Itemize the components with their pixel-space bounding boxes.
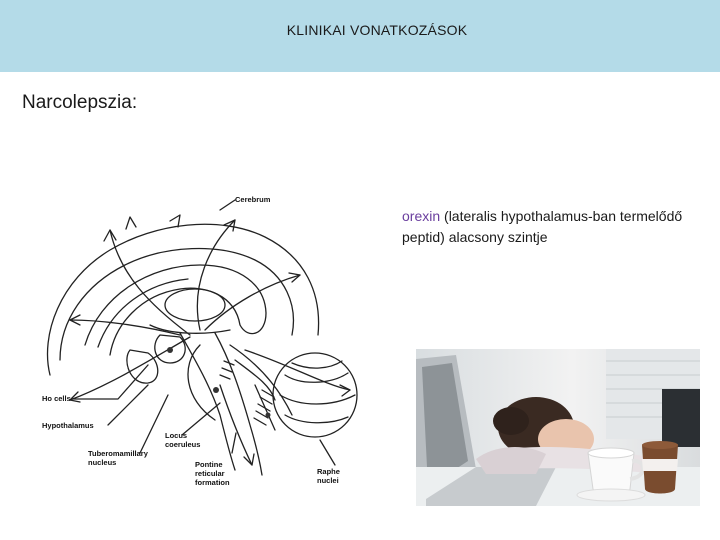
caption-rest: (lateralis hypothalamus-ban termelődő peptid) alacsony szintje — [402, 208, 683, 245]
label-locus-coeruleus: Locus coeruleus — [165, 431, 201, 449]
sleeping-woman-photo — [416, 349, 700, 506]
label-hypothalamus: Hypothalamus — [42, 421, 94, 430]
photo-illustration — [416, 349, 700, 506]
label-cerebrum: Cerebrum — [235, 195, 271, 204]
label-raphe: Raphe nuclei — [317, 467, 340, 485]
label-pontine: Pontine reticular formation — [195, 460, 230, 487]
caption-text — [402, 206, 702, 248]
brain-illustration — [30, 185, 380, 500]
label-tuberomamillary: Tuberomamillary nucleus — [88, 449, 148, 467]
caption-term: orexin — [402, 208, 441, 224]
brain-diagram — [30, 185, 380, 500]
slide-title: KLINIKAI VONATKOZÁSOK — [286, 22, 468, 38]
label-ho-cells: Ho cells — [42, 394, 71, 403]
slide-heading: Narcolepszia: — [22, 92, 138, 113]
